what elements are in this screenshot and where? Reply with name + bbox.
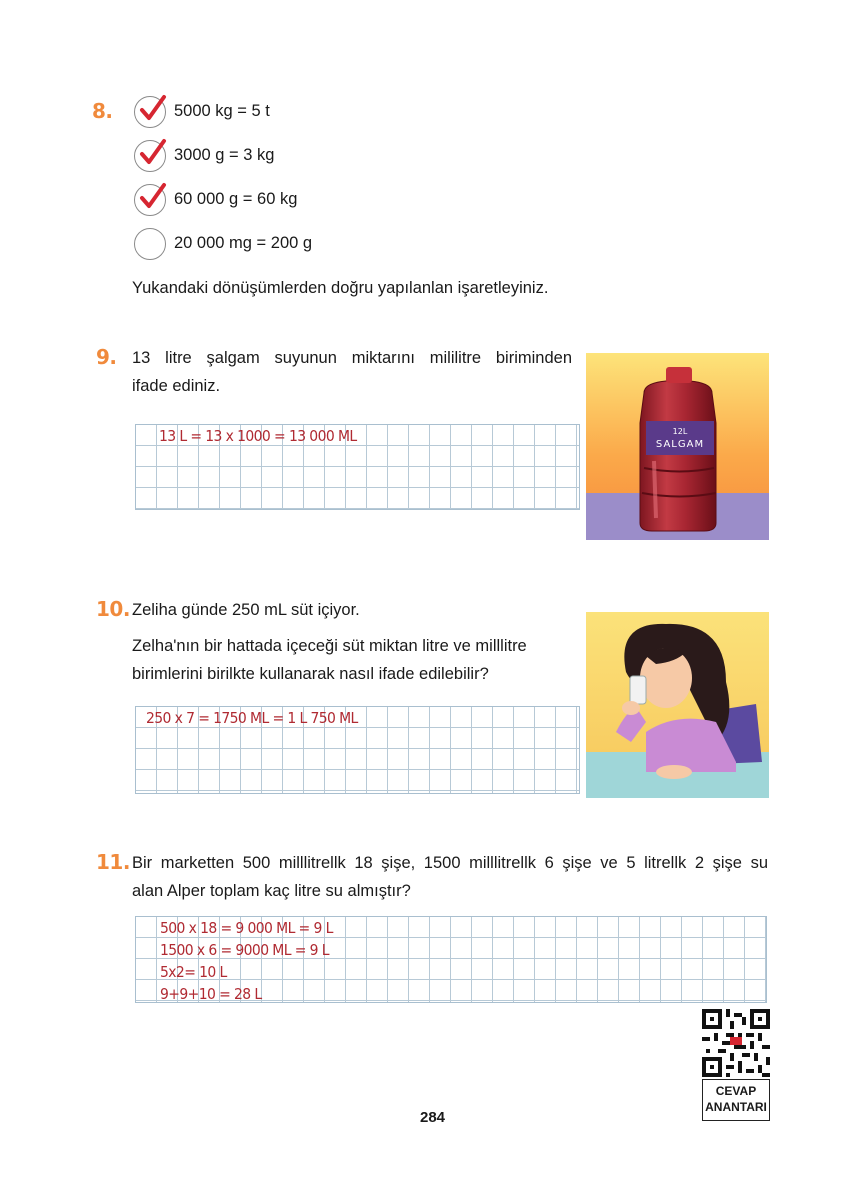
bottle-label: SALGAM: [655, 439, 705, 450]
option-row[interactable]: [132, 226, 352, 262]
handwritten-answer: 250 x 7 = 1750 ML = 1 L 750 ML: [146, 709, 358, 727]
check-icon: [137, 181, 167, 211]
option-label: 3000 g = 3 kg: [174, 146, 275, 164]
handwritten-answer: 5x2= 10 L: [160, 963, 227, 981]
option-row[interactable]: [132, 182, 352, 218]
question-text: ifade ediniz.: [132, 377, 221, 395]
question-number: 9.: [96, 345, 117, 369]
question-number: 8.: [92, 99, 113, 123]
check-icon: [137, 137, 167, 167]
question-text: birimlerini birilkte kullanarak nasıl ifade edilebilir?: [132, 665, 489, 683]
answer-key-line: ANANTARI: [705, 1100, 767, 1114]
question-text: Zelha'nın bir hattada içeceği süt miktan litre ve milllitre: [132, 637, 527, 655]
girl-drinking-milk-illustration: [586, 612, 769, 798]
checkbox-circle[interactable]: [134, 140, 166, 172]
question-text: Zeliha günde 250 mL süt içiyor.: [132, 601, 360, 619]
option-row[interactable]: [132, 138, 332, 174]
question-text: Bir marketten 500 milllitrellk 18 şişe, 1500 milllitrellk 6 şişe ve 5 litrellk 2 şişe su: [132, 854, 768, 872]
answer-key-line: CEVAP: [715, 1084, 757, 1098]
question-text: 13 litre şalgam suyunun miktarını mililitre biriminden: [132, 349, 572, 367]
question-text: alan Alper toplam kaç litre su almıştır?: [132, 882, 411, 900]
checkbox-circle[interactable]: [134, 96, 166, 128]
salgam-bottle-illustration: [586, 353, 769, 540]
option-label: 20 000 mg = 200 g: [174, 234, 313, 252]
question-number: 10.: [96, 597, 130, 621]
checkbox-circle[interactable]: [134, 184, 166, 216]
page-number: 284: [420, 1109, 446, 1126]
handwritten-answer: 500 x 18 = 9 000 ML = 9 L: [160, 919, 333, 937]
option-label: 5000 kg = 5 t: [174, 102, 270, 120]
option-label: 60 000 g = 60 kg: [174, 190, 298, 208]
handwritten-answer: 13 L = 13 x 1000 = 13 000 ML: [159, 427, 357, 445]
bottle-label: 12L: [672, 427, 688, 436]
option-row[interactable]: [132, 94, 332, 130]
handwritten-answer: 9+9+10 = 28 L: [160, 985, 262, 1003]
checkbox-circle[interactable]: [134, 228, 166, 260]
check-icon: [137, 93, 167, 123]
question-number: 11.: [96, 850, 130, 874]
handwritten-answer: 1500 x 6 = 9000 ML = 9 L: [160, 941, 329, 959]
answer-key-label[interactable]: [702, 1079, 770, 1121]
qr-code-icon[interactable]: [702, 1009, 770, 1077]
question-instruction: Yukandaki dönüşümlerden doğru yapılanlan işaretleyiniz.: [132, 279, 549, 297]
